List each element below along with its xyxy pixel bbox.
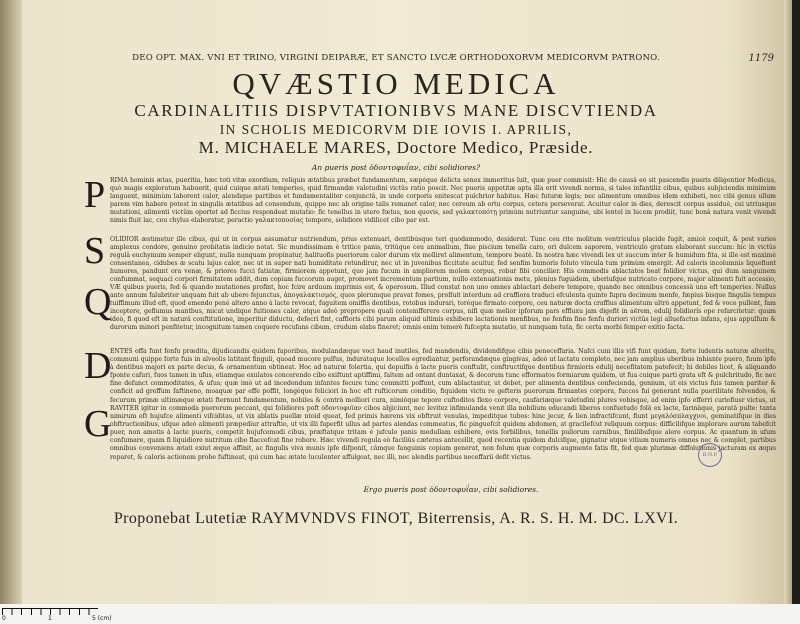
paragraph-1: RIMA hominis ætas, pueritia, hæc totí vitæ exordium, reliquis ætatibus præbet fundamentum, sæpéque delicta senex immeritus luit, quæ puer commisit: Hic de causâ eò sit pascendis pueris diligentior Medicus, quò magis exploratum habuerit, quid cuique ætati temperies, quid firmandæ valetudini victûs ratio poscit. Nec pueris appetitæ apta illa erit vivendi norma, si tales infantiliz cibus, quibus subjiciendis minimùm languent, minimùm laborent calor, alendique partibus et fundamentaliter conjunctâ, in unde corporis enitescat pulchrior habitus. Hæc futuræ legis; nec alimentum omnibus idem exhibeti, nec cibi genus ullum parem vim habere potest in singulis ætatibus ad consendum, quippe nec ab origine talis remanet calor, nec cereum ab ortu corpus, cetera perseverat. Acuitur calor in dies, derescit corpus assiduè, cui utriusque mutationi, alimenti victûm oportet ad ficcius respondeat mutatio: fic tenellus in utero fœtus, non quovis, sed γαλακτοπότῃ primùm nutriuntur sanguine, ubi lentel in lucem prodiit, tunc bonâ natura venit vivendi nimis fluit lac, ceu chylus elaboratur, peractio γαλακτοποσίας tempore, solidiore vidilicet cibo par est. xyxy=(110,177,776,225)
drop-cap-p: P xyxy=(84,174,106,216)
page-title: QVÆSTIO MEDICA xyxy=(232,66,560,101)
scale-bar xyxy=(0,604,800,624)
dedication-line: DEO OPT. MAX. VNI ET TRINO, VIRGINI DEIPARÆ, ET SANCTO LVCÆ ORTHODOXORVM MEDICORVM PATRONO. xyxy=(132,53,660,63)
scale-ruler xyxy=(2,608,98,615)
paragraph-4: ENTES offa funt fenfu prædita, dijudicandis quidem faporibus, modulandæque voci haud inutiles, fed mandendis, dividendifque cibis peneceffaria. Nafci cum illis vifi funt quidam, forte ludentis naturæ alteritu, communi quippe forte fuis in alveolis latitant finguli, quoad mucore pulfus, indurataque locellos egrediantur, perforandæque gingivas, adeò ut lactatu completo, nec jam amplius uberibus inhiante puero, fuum ipfe à dentibus majori ex parte decus, & ornamentum obtineat. Hoc ad naturæ folertia, qui depulfis à lacte pueris conftulit, conftructifque dentibus firmioris edulij necefitatem patefecit; hi debiles licet, & aliquando fponte cafuri, fuos tamen in ufus, etiamque exulatos concerendo cibo exiftunt aptiffimi, faltem ad ontant duntaxat, & decorum tunc efformatos formiarum quidem, ut fua cuique parti grata eft & pulchritudo, fic nec fine defunct commoditates, & ufus; quæ imò ut ad incedendum infantes fecure tunc committi poffunt, cum ablactantur, ut debet, per alimenta dentibus confecienda, gennum, ut eis victus fuis tamen pariter & conficit ad greffum faftineno, moaquæ par effe poffit, longèque feliciori in hoc eft rufticorum conditio, fiquidem victu re gefteris puerorum firmantes corpora, fuccos fui generant nulla puerilitate folvendos, & fecurum primæ ultimæque ætati fternunt fundamentum, nobiles & contrà molliori cura, nimiòque tepore cuftoditos flexo corpore, caufariæque valetudini plures vobisque, ad enim ipfo efferri curiofiusr victus, ut xyxy=(110,348,776,404)
proponebat-line: Proponebat Lutetiæ RAYMVNDVS FINOT, Biterrensis, A. R. S. H. M. DC. LXVI. xyxy=(113,510,679,527)
drop-cap-g: G xyxy=(84,403,112,445)
paragraph-5: RAVITER igitur in commoda puerorum peccant, qui folidiores poft ὀδοντοφυΐαν cibos abjiciunt, nec levitez infimulanda venit illa nobilium educandi liberos confuetudo folâ ex lacte, farinâque, paratâ pulte: tanta nimirum eft hujufce alimenti vifciditas, ut vix ablatis puellæ ntoid queat, fed primis hærens vix obftruit venulas, impeditque tubos: hinc jecur, & lien infractifcunt, fiunt μεγαλόσπλαγχνοι, geminatifque in dies obftructionibus, ufque adeò alimenti præpediur attraftio, ut vix illi fuperfit ullus ad partes alendas commeatus, fic pinguefcit quidem abdomen, at gracilefcut reliquum corpus: difficilifque implorare aurum tabefcit puer, non amotis à lacte pueris, competit hujufcemodi cibus, præftatque tritam è jufculo panis medullam exhibere, ovis forbilibus, tenellis pullorum carnibus, fimilibufque alere corpus. Ac quantum in ufum confumare, quam fi liquidiore nutritum cibo flaccefcat fine robore. Hæc vivendi regula eò faciliùs cæteras antecellit, quod recentia quidem dulcifque, gignatur atque vitium numeris omnes nec & complet, partibus omnibus conveniens ætati exiut æque affinit, ac fingulis viva munis ipfe difponit, câmque fanguinis copiam generat, non folum quæ corporis augmento fatis fit, fed quæ plurimæ diffolutionis jacturam ex æquo reparet, & caloris actionem probe fuftineat, qui cum hac ætate luculenter affulgeat, nec illi, nec alendis partibus neceffarii defit victus. xyxy=(110,405,776,461)
page-subtitle: CARDINALITIIS DISPVTATIONIBVS MANE DISCVTIENDA xyxy=(134,101,658,120)
library-stamp: B.N.P. xyxy=(698,443,722,467)
praeses-line: M. MICHAELE MARES, Doctore Medico, Præside. xyxy=(198,138,594,157)
scale-label-zero: 0 xyxy=(2,615,6,622)
drop-cap-q: Q xyxy=(84,281,112,323)
drop-cap-d: D xyxy=(84,345,112,387)
conclusion-motto: Ergo pueris post ὀδοντοφυΐαν, cibi solidiores. xyxy=(363,485,539,494)
scale-unit: 5 (cm) xyxy=(92,615,112,622)
paragraph-3: VÆ quibus pueris, fed & quando mutationes profint, hoc fcire arduum imprimis est, & operosum. Illud constat non uno omnes ablactari debere tempore, quando nec omnibus concessâ una eft temperies. Nullus ante annum falubriter unquam fuit ab ubere fejunctus, ἀπογαλακτισμός, quos plerumque pravat fomes, profluit interdum ad craffiora traduci efculenta quinto fupra decimum menfe, fæpius bisque fingulis tempus tuiffimum illud eft, quod emendo pené altero anno à lacte revocat, fuguitem omiffis dentibus, rotobus indurari, toréque firmato corpore, ceu naturæ docta craffius alimentum ultrò appetunt, fed & voce pullent, fam inceptere, geflumus mantbus, micat undique fuitiones calor, atque adeò prepropere quali contemfferere corpus, nifi quæ melior ipforum pars effluxu jam digefit in aërem, edulij folidiorís ope refarcitetur: quum ideò, fi quod eft in naturâ conftitutione, imperitur diductu, defecri fint, caffioris cibi parum aliquid ultimis exhibere lactationis menfibus, ne fenfim fine fenfu duriori victûs legi alluefactus infans, ejus appulfum & durorum minori penfitetur, incognitum tamen coquere recufans cibum, crudum elabs fineret; omnis enim temerè fufcepta mutatio, ut nunquam tuta, fic certa morbi femper exitio facta. xyxy=(110,284,776,332)
page-number: 1179 xyxy=(748,53,774,64)
scale-label-one: 1 xyxy=(48,615,52,622)
drop-cap-s: S xyxy=(84,230,106,272)
paragraph-2: OLIDIOR æstimetur ille cibus, qui ut in corpus assumatur nutriendum, prius extenuari, dentibúsque teri quodammodo, desiderat. Tunc ceu rite molitum ventriculus placide fugit, amicè coquit, & post varios amplexus condore, genuino probitatis indicio notat. Sic mundissimam è tritice panis, tritúque ceu animalium, fiue piscium tenella caro, ori dulcem saporem, ventriculo gratum elaborant succum: hic in victûs regulâ euchymum semper eligunt, nulla nunquam propinatur, halituofis pueriorum calor durum vix molliret alimentum, tempore beatè. In nostra hæc vivendi lex ut succum inter & humidum fita, si ille est maximè consentanea, cidubes æ scatu lajus calor, nec ut in super nati humiditate retundirur, nec ut in juvenibus ficcitate acuitur, fed senfim humoris foluto vincula tum primùm emergit. Ad caloris incolumnis liquefiunt humores, pandunt ora venæ, & priores fucci fatiatæ, firmiorem appetunt, quo jam fucum in ampliorem molem corpus, robur fibi concilier. His commodis ablactatos beat folidior victus, qui dum sanguinem confummat, sequaci corpori firmitatem addit, dum copiam fuccorum auget, promovet incrementum partium, nullo extenuationis metu, plenius fuguidem, uberiufque nutricato corpore, major alimenti fuit accessio, xyxy=(110,236,776,283)
schools-line: IN SCHOLIS MEDICORVM DIE IOVIS I. APRILIS, xyxy=(219,122,573,137)
question-motto: An pueris post ὀδοντοφυΐαν, cibi solidiores? xyxy=(311,163,481,172)
